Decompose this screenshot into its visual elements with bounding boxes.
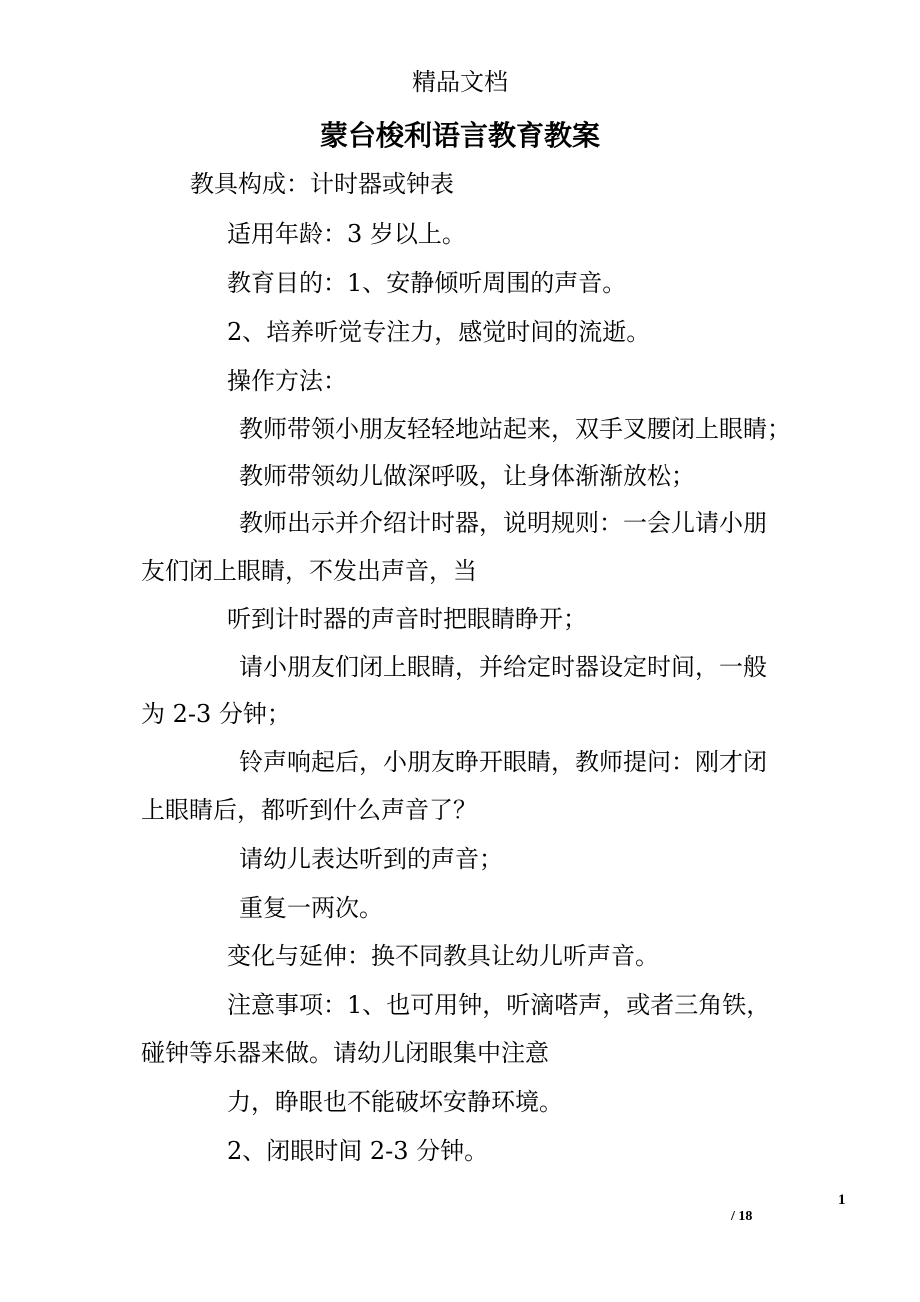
body-line: 教师带领小朋友轻轻地站起来，双手叉腰闭上眼睛；	[239, 415, 791, 443]
body-line: 操作方法：	[227, 367, 347, 395]
body-line: 注意事项：1、也可用钟，听滴嗒声，或者三角铁，	[227, 991, 771, 1019]
page-number: 1	[838, 1192, 846, 1208]
document-title: 蒙台梭利语言教育教案	[319, 119, 600, 152]
body-line: 教师出示并介绍计时器，说明规则：一会儿请小朋	[239, 509, 767, 537]
page-total: / 18	[731, 1209, 753, 1224]
body-line: 听到计时器的声音时把眼睛睁开；	[227, 605, 587, 633]
body-line: 力，睁眼也不能破坏安静环境。	[227, 1088, 563, 1116]
body-line: 碰钟等乐器来做。请幼儿闭眼集中注意	[141, 1039, 549, 1067]
body-line: 适用年龄：3 岁以上。	[227, 220, 466, 248]
body-line: 铃声响起后，小朋友睁开眼睛，教师提问：刚才闭	[239, 748, 767, 776]
body-line: 为 2-3 分钟；	[141, 700, 291, 728]
body-line: 重复一两次。	[239, 894, 383, 922]
body-line: 友们闭上眼睛，不发出声音，当	[141, 557, 477, 585]
body-line: 上眼睛后，都听到什么声音了？	[141, 796, 477, 824]
body-line: 请小朋友们闭上眼睛，并给定时器设定时间，一般	[239, 653, 767, 681]
body-line: 教具构成：计时器或钟表	[190, 170, 454, 198]
header-label: 精品文档	[412, 68, 508, 96]
body-line: 教师带领幼儿做深呼吸，让身体渐渐放松；	[239, 462, 695, 490]
body-line: 变化与延伸：换不同教具让幼儿听声音。	[227, 942, 659, 970]
body-line: 2、闭眼时间 2-3 分钟。	[227, 1137, 489, 1165]
body-line: 请幼儿表达听到的声音；	[239, 845, 503, 873]
body-line: 教育目的：1、安静倾听周围的声音。	[227, 269, 627, 297]
body-line: 2、培养听觉专注力，感觉时间的流逝。	[227, 318, 651, 346]
